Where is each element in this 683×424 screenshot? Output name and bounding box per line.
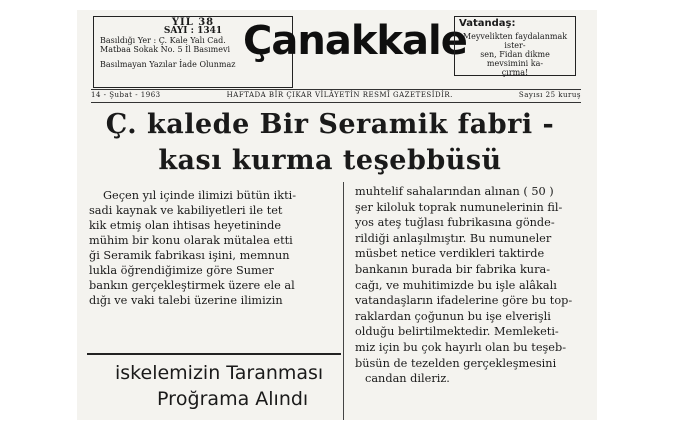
press-line: Matbaa Sokak No. 5 İl Basımevi (100, 45, 231, 54)
subhead-line: iskelemizin Taranması (115, 362, 324, 384)
subarticle-rule (87, 353, 341, 355)
text-line: sadi kaynak ve kabiliyetleri ile tet (89, 204, 283, 217)
text-line: miz için bu çok hayırlı olan bu teşeb- (355, 340, 567, 354)
citizen-notice-box (454, 16, 576, 76)
column-divider (343, 182, 344, 420)
text-line: olduğu belirtilmektedir. Memleketi- (355, 325, 559, 339)
publication-tagline: HAFTADA BİR ÇIKAR VİLÂYETİN RESMÎ GAZETESİDİR. (226, 91, 453, 99)
text-line: dığı ve vaki talebi üzerine ilimizin (89, 294, 283, 307)
headline-line: kası kurma teşebbüsü (158, 145, 502, 176)
text-line: mühim bir konu olarak mütalea etti (89, 234, 293, 247)
issue-date: 14 - Şubat - 1963 (91, 91, 161, 99)
newspaper-title: Çanakkale (243, 18, 467, 64)
article-right-column (355, 184, 587, 387)
text-line: şer kiloluk toprak numunelerinin fil- (355, 200, 563, 214)
notice-line: Meyvelikten faydalanmak ister- (462, 32, 568, 50)
masthead-rule-bottom (91, 102, 581, 103)
address-line: Basıldığı Yer : Ç. Kale Yalı Cad. (100, 36, 226, 45)
subhead-line: Prоğrama Alındı (157, 388, 309, 410)
text-line: müsbet netice verdikleri taktirde (355, 247, 545, 261)
dateline (91, 91, 581, 99)
text-line: yos ateş tuğlası fubrikasına gönde- (355, 216, 555, 230)
text-line: lukla öğrendiğimize göre Sumer (89, 264, 274, 277)
text-line: raklardan çoğunun bu işe elverişli (355, 309, 551, 323)
text-line: vatandaşların ifadelerine göre bu top- (355, 294, 573, 308)
notice-line: çırma! (501, 68, 529, 77)
notice-heading: Vatandaş: (459, 18, 516, 29)
notice-line: Basılmayan Yazılar İade Olunmaz (100, 60, 236, 69)
subarticle-headline (87, 360, 341, 412)
text-line: muhtelif sahalarından alınan ( 50 ) (355, 185, 554, 198)
text-line: rildiği anlaşılmıştır. Bu numuneler (355, 231, 552, 245)
headline-line: Ç. kalede Bir Seramik fabri - (105, 109, 555, 140)
notice-line: sen, Fidan dikme mevsimini ka- (480, 50, 550, 68)
issue-price: Sayısı 25 kuruş (518, 91, 581, 99)
text-line: bankanın burada bir fabrika kura- (355, 262, 551, 276)
newspaper-page (77, 10, 597, 420)
text-line: bankın gerçekleştirmek üzere ele al (89, 279, 295, 292)
year-label: YIL 38 (171, 17, 215, 28)
text-line: Geçen yıl içinde ilimizi bütün ikti- (103, 189, 297, 202)
text-line: kik etmiş olan ihtisas heyetininde (89, 219, 282, 232)
masthead-rule-top (91, 89, 581, 90)
issue-number: SAYI : 1341 (163, 26, 223, 36)
text-line: cağı, ve muhitimizde bu işle alâkalı (355, 278, 557, 292)
article-headline (95, 107, 565, 179)
text-line: büsün de tezelden gerçekleşmesini (355, 356, 557, 370)
text-line: candan dileriz. (365, 372, 450, 386)
article-left-column (89, 188, 339, 308)
text-line: ği Seramik fabrikası işini, memnun (89, 249, 290, 262)
